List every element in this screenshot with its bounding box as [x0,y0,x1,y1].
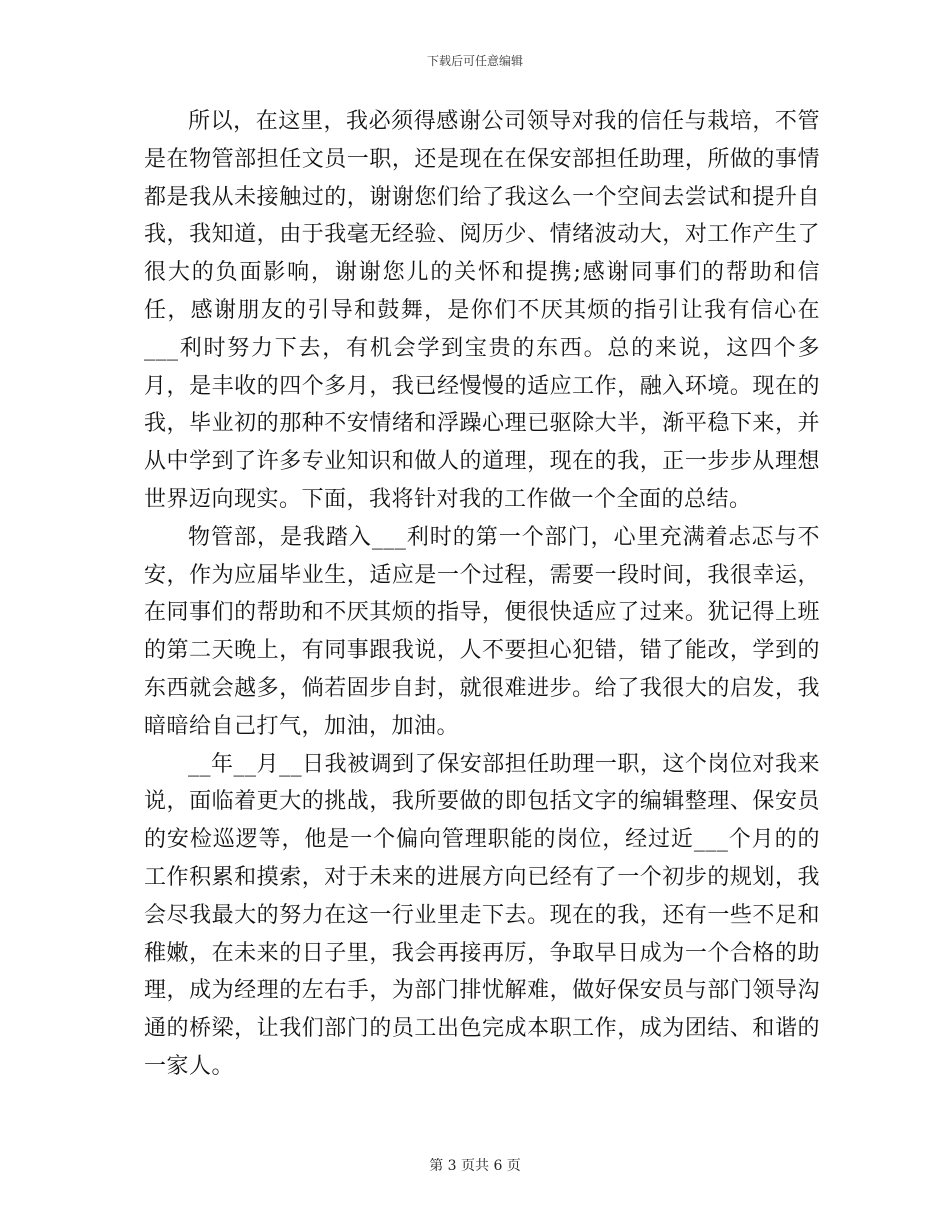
document-body [144,103,820,1086]
page-footer: 第 3 页共 6 页 [429,1158,521,1174]
page-header: 下载后可任意编辑 [426,54,523,68]
paragraph-1: 所以，在这里，我必须得感谢公司领导对我的信任与栽培，不管是在物管部担任文员一职，还是现在在保安部担任助理，所做的事情都是我从未接触过的，谢谢您们给了我这么一个空间去尝试和提升自我，我知道，由于我毫无经验、阅历少、情绪波动大，对工作产生了很大的负面影响，谢谢您儿的关怀和提携;感谢同事们的帮助和信任，感谢朋友的引导和鼓舞，是你们不厌其烦的指引让我有信心在___利时努力下去，有机会学到宝贵的东西。总的来说，这四个多月，是丰收的四个多月，我已经慢慢的适应工作，融入环境。现在的我，毕业初的那种不安情绪和浮躁心理已驱除大半，渐平稳下来，并从中学到了许多专业知识和做人的道理，现在的我，正一步步从理想世界迈向现实。下面，我将针对我的工作做一个全面的总结。 [144,109,820,512]
paragraph-3: __年__月__日我被调到了保安部担任助理一职，这个岗位对我来说，面临着更大的挑战，我所要做的即包括文字的编辑整理、保安员的安检巡逻等，他是一个偏向管理职能的岗位，经过近___个月的的工作积累和摸索，对于未来的进展方向已经有了一个初步的规划，我会尽我最大的努力在这一行业里走下去。现在的我，还有一些不足和稚嫩，在未来的日子里，我会再接再厉，争取早日成为一个合格的助理，成为经理的左右手，为部门排忧解难，做好保安员与部门领导沟通的桥梁，让我们部门的员工出色完成本职工作，成为团结、和谐的一家人。 [144,751,820,1079]
paragraph-2: 物管部，是我踏入___利时的第一个部门，心里充满着忐忑与不安，作为应届毕业生，适应是一个过程，需要一段时间，我很幸运，在同事们的帮助和不厌其烦的指导，便很快适应了过来。犹记得上班的第二天晚上，有同事跟我说，人不要担心犯错，错了能改，学到的东西就会越多，倘若固步自封，就很难进步。给了我很大的启发，我暗暗给自己打气，加油，加油。 [144,524,820,739]
